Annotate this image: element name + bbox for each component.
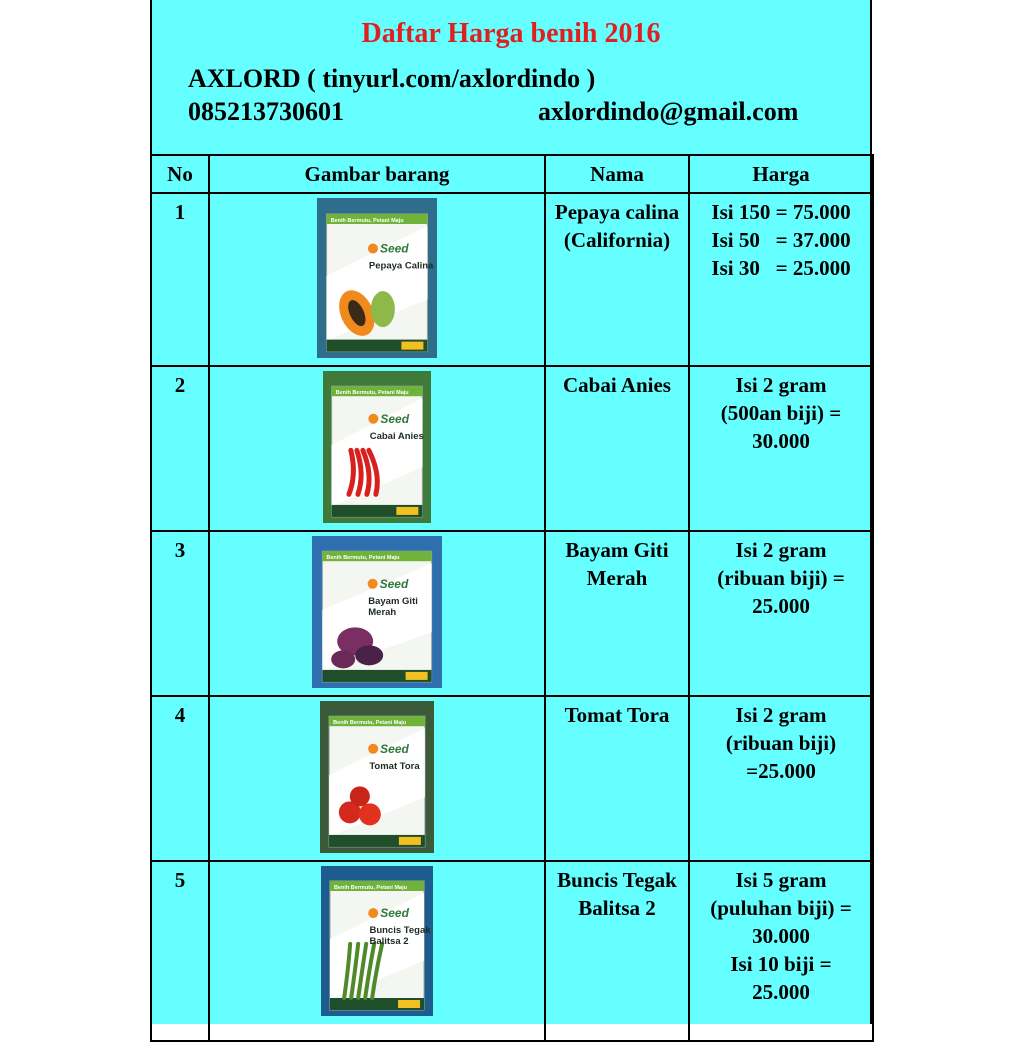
seed-packet	[320, 701, 434, 853]
table-row	[151, 696, 873, 861]
product-name: Tomat Tora	[545, 696, 689, 861]
packet-tagline: Benih Bermutu, Petani Maju	[326, 555, 400, 562]
packet-brand: Seed	[380, 906, 409, 921]
product-price: Isi 2 gram (ribuan biji) =25.000	[689, 696, 873, 861]
row-number: 2	[151, 366, 209, 531]
column-header-price: Harga	[689, 155, 873, 193]
column-header-name: Nama	[545, 155, 689, 193]
packet-product-name: Bayam Giti	[368, 595, 418, 607]
product-image-cell	[209, 696, 545, 861]
seed-packet	[323, 371, 431, 523]
product-price: Isi 2 gram (ribuan biji) = 25.000	[689, 531, 873, 696]
email-address: axlordindo@gmail.com	[538, 97, 799, 126]
product-image-cell	[209, 366, 545, 531]
table-row	[151, 366, 873, 531]
product-price: Isi 2 gram (500an biji) = 30.000	[689, 366, 873, 531]
phone-number: 085213730601	[188, 97, 344, 126]
product-image-cell	[209, 531, 545, 696]
header	[152, 0, 870, 154]
row-number: 1	[151, 193, 209, 366]
column-header-no: No	[151, 155, 209, 193]
packet-tagline: Benih Bermutu, Petani Maju	[333, 885, 408, 891]
packet-tagline: Benih Bermutu, Petani Maju	[335, 390, 409, 397]
packet-brand: Seed	[380, 741, 409, 756]
seed-packet-image	[312, 536, 442, 688]
packet-product-name: Buncis Tegak	[369, 925, 431, 937]
product-name: Cabai Anies	[545, 366, 689, 531]
seed-packet-image	[323, 371, 431, 523]
table-header-row	[151, 155, 873, 193]
seed-packet-image	[317, 198, 437, 358]
product-name: Bayam Giti Merah	[545, 531, 689, 696]
seed-packet-image	[320, 701, 434, 853]
packet-brand: Seed	[380, 411, 410, 426]
row-number: 3	[151, 531, 209, 696]
packet-product-name: Merah	[368, 606, 397, 618]
packet-product-name: Balitsa 2	[369, 936, 409, 948]
table-row	[151, 531, 873, 696]
packet-product-name: Pepaya Calina	[368, 260, 434, 272]
row-number: 5	[151, 861, 209, 1041]
table-row	[151, 861, 873, 1041]
product-name: Buncis Tegak Balitsa 2	[545, 861, 689, 1041]
seed-packet	[321, 866, 433, 1016]
packet-tagline: Benih Bermutu, Petani Maju	[333, 720, 407, 727]
packet-tagline: Benih Bermutu, Petani Maju	[330, 218, 404, 224]
table-row	[151, 193, 873, 366]
table-body	[151, 193, 873, 1041]
product-price: Isi 150 = 75.000 Isi 50 = 37.000 Isi 30 = 25.000	[689, 193, 873, 366]
packet-brand: Seed	[379, 241, 409, 256]
packet-brand: Seed	[379, 576, 409, 591]
company-name: AXLORD ( tinyurl.com/axlordindo )	[188, 64, 596, 93]
product-name: Pepaya calina (California)	[545, 193, 689, 366]
product-price: Isi 5 gram (puluhan biji) = 30.000 Isi 10 biji = 25.000	[689, 861, 873, 1041]
column-header-image: Gambar barang	[209, 155, 545, 193]
price-list-sheet	[150, 0, 872, 1024]
seed-packet	[312, 536, 442, 688]
product-image-cell	[209, 861, 545, 1041]
price-table	[150, 154, 874, 1042]
page-title: Daftar Harga benih 2016	[361, 18, 661, 49]
row-number: 4	[151, 696, 209, 861]
seed-packet-image	[321, 866, 433, 1016]
seed-packet	[317, 198, 437, 358]
product-image-cell	[209, 193, 545, 366]
packet-product-name: Cabai Anies	[369, 430, 424, 442]
packet-product-name: Tomat Tora	[369, 760, 420, 772]
